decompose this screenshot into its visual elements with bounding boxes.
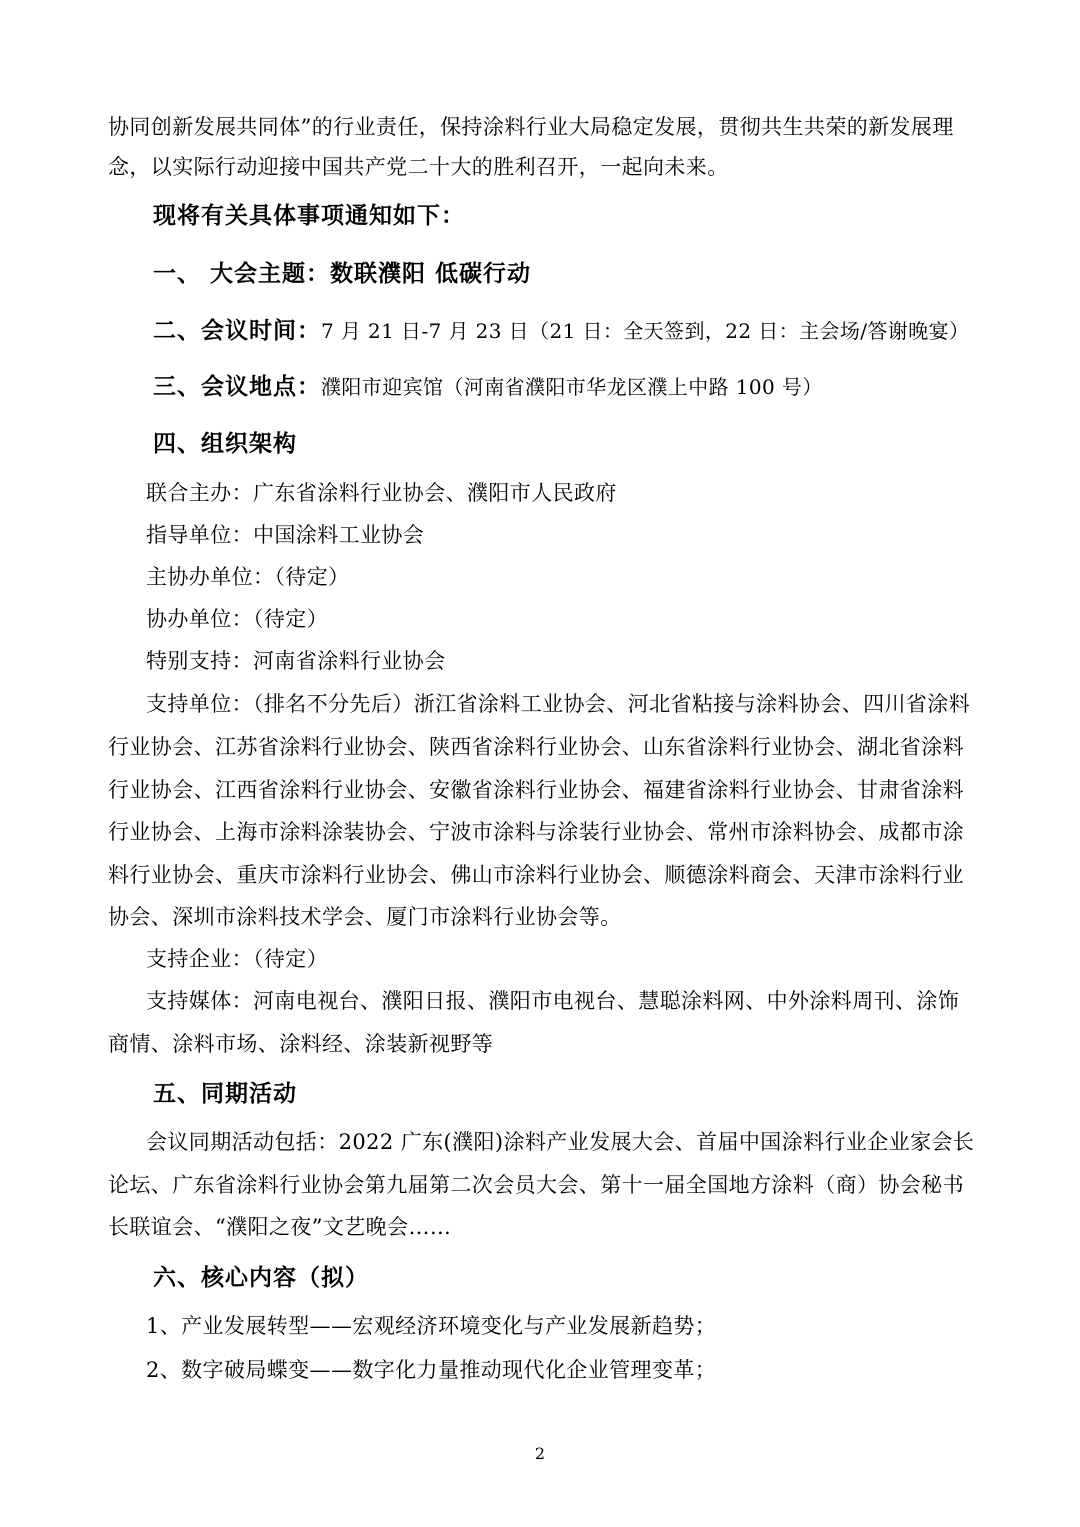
section-time-value: 7 月 21 日-7 月 23 日（21 日：全天签到，22 日：主会场/答谢晚宴） bbox=[321, 319, 970, 343]
org-line: 联合主办：广东省涂料行业协会、濮阳市人民政府 bbox=[146, 481, 617, 505]
section-venue-value: 濮阳市迎宾馆（河南省濮阳市华龙区濮上中路 100 号） bbox=[321, 375, 823, 399]
org-line: 主协办单位：（待定） bbox=[146, 565, 350, 589]
org-line: 料行业协会、重庆市涂料行业协会、佛山市涂料行业协会、顺德涂料商会、天津市涂料行业 bbox=[108, 863, 964, 887]
page-number: 2 bbox=[534, 1444, 546, 1463]
core-line: 2、数字破局蝶变——数字化力量推动现代化企业管理变革； bbox=[146, 1358, 717, 1382]
org-line: 协会、深圳市涂料技术学会、厦门市涂料行业协会等。 bbox=[108, 905, 622, 929]
activities-line: 会议同期活动包括：2022 广东(濮阳)涂料产业发展大会、首届中国涂料行业企业家会长 bbox=[146, 1130, 975, 1154]
org-line: 支持单位：（排名不分先后）浙江省涂料工业协会、河北省粘接与涂料协会、四川省涂料 bbox=[146, 692, 971, 716]
org-line: 支持媒体：河南电视台、濮阳日报、濮阳市电视台、慧聪涂料网、中外涂料周刊、涂饰 bbox=[146, 989, 960, 1013]
section-venue bbox=[153, 372, 823, 402]
core-line: 1、产业发展转型——宏观经济环境变化与产业发展新趋势； bbox=[146, 1314, 717, 1338]
section-activities-heading: 五、同期活动 bbox=[153, 1081, 297, 1107]
org-line: 行业协会、江西省涂料行业协会、安徽省涂料行业协会、福建省涂料行业协会、甘肃省涂料 bbox=[108, 778, 964, 802]
activities-line: 长联谊会、“濮阳之夜”文艺晚会…… bbox=[108, 1215, 452, 1239]
org-line: 特别支持：河南省涂料行业协会 bbox=[146, 649, 446, 673]
section-time-label: 二、会议时间： bbox=[153, 318, 321, 344]
org-line: 支持企业：（待定） bbox=[146, 947, 329, 971]
org-line: 协办单位：（待定） bbox=[146, 607, 329, 631]
section-venue-label: 三、会议地点： bbox=[153, 374, 321, 400]
org-line: 商情、涂料市场、涂料经、涂装新视野等 bbox=[108, 1032, 494, 1056]
org-line: 指导单位：中国涂料工业协会 bbox=[146, 523, 425, 547]
activities-line: 论坛、广东省涂料行业协会第九届第二次会员大会、第十一届全国地方涂料（商）协会秘书 bbox=[108, 1173, 964, 1197]
org-line: 行业协会、江苏省涂料行业协会、陕西省涂料行业协会、山东省涂料行业协会、湖北省涂料 bbox=[108, 735, 964, 759]
section-core-heading: 六、核心内容（拟） bbox=[153, 1265, 369, 1291]
section-time bbox=[153, 316, 969, 346]
notice-heading: 现将有关具体事项通知如下： bbox=[153, 203, 465, 229]
section-organization-heading: 四、组织架构 bbox=[153, 431, 297, 457]
org-line: 行业协会、上海市涂料涂装协会、宁波市涂料与涂装行业协会、常州市涂料协会、成都市涂 bbox=[108, 820, 964, 844]
intro-line-1: 协同创新发展共同体”的行业责任，保持涂料行业大局稳定发展，贯彻共生共荣的新发展理 bbox=[108, 115, 954, 139]
intro-line-2: 念，以实际行动迎接中国共产党二十大的胜利召开，一起向未来。 bbox=[108, 155, 729, 179]
section-theme-heading: 一、 大会主题：数联濮阳 低碳行动 bbox=[153, 261, 532, 287]
